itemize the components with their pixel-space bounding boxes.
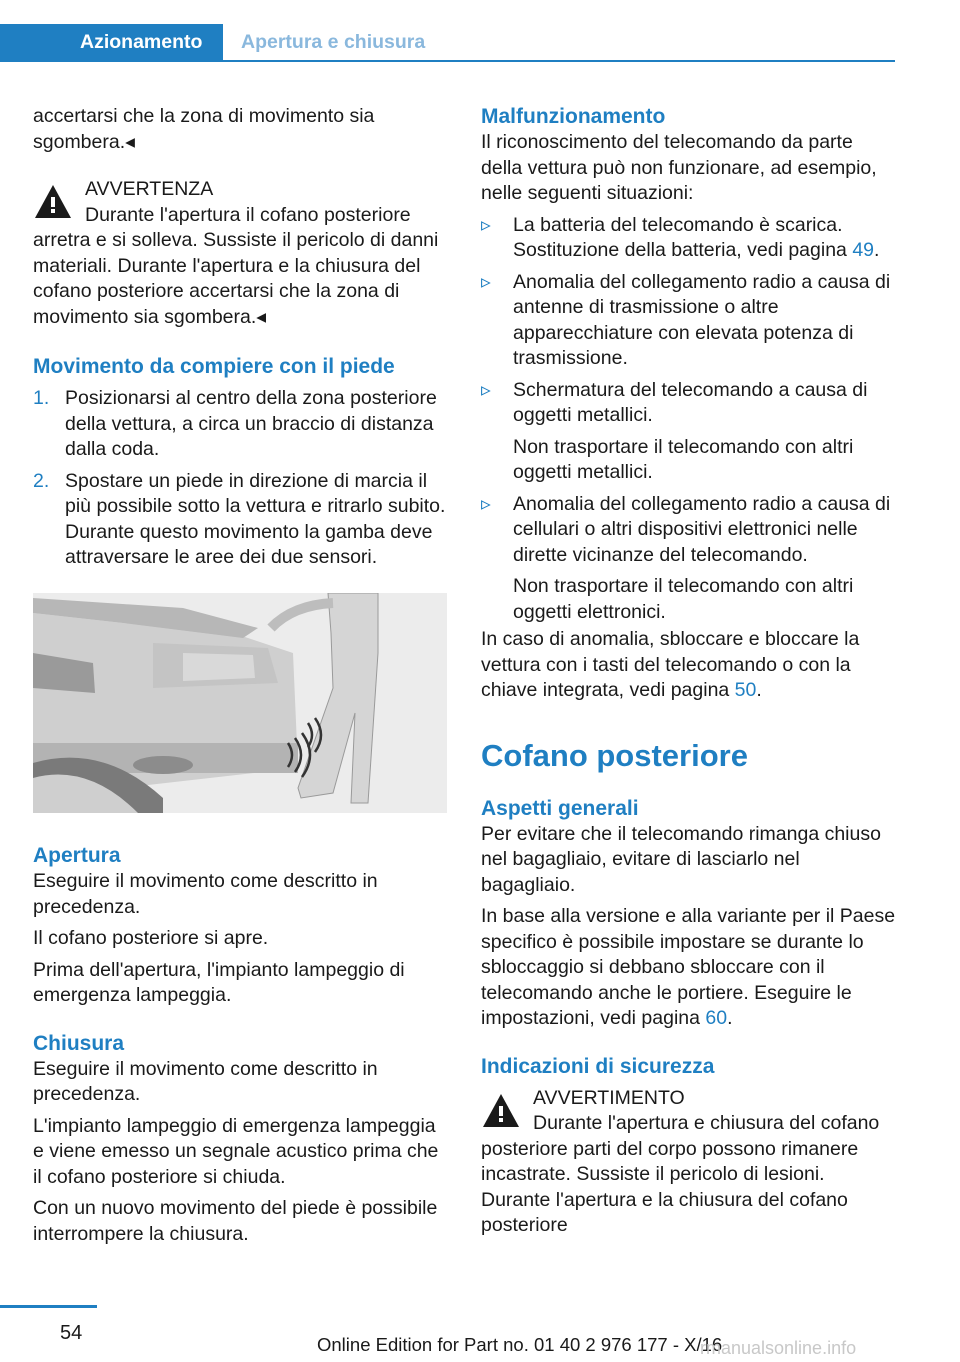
opening-p1: Eseguire il movimento come descritto in precedenza. (33, 870, 378, 918)
step-number: 2. (33, 469, 50, 492)
list-item (33, 386, 447, 463)
warning-box-right (481, 1086, 897, 1239)
bullet-text-end: . (874, 239, 880, 261)
step-list (33, 386, 447, 571)
list-item (481, 270, 897, 372)
malfunction-intro: Il riconoscimento del telecomando da parte della vettura può non funzionare, ad esempio, nelle seguenti situazioni: (481, 131, 877, 204)
warning-title: AVVERTIMENTO (533, 1086, 685, 1109)
bullet-text: Anomalia del collegamento radio a causa di cellulari o altri dispositivi elettronici nelle dirette vicinanze del telecomando. (513, 492, 891, 566)
intro-text: accertarsi che la zona di movimento sia sgombera.◂ (33, 105, 375, 153)
section-title: Cofano posteriore (481, 737, 748, 773)
header-tab-active-label: Azionamento (80, 31, 203, 53)
closing-p2: L'impianto lampeggio di emergenza lampeggia e viene emesso un segnale acustico prima che il cofano posteriore si chiuda. (33, 1114, 439, 1188)
bullet-subtext: Non trasportare il telecomando con altri oggetti metallici. (513, 435, 854, 483)
general-p1: Per evitare che il telecomando rimanga chiuso nel bagagliaio, evitare di lasciarlo nel bagagliaio. (481, 822, 881, 896)
watermark: rmanualsonline.info (700, 1338, 857, 1358)
bullet-marker: ▹ (481, 492, 491, 515)
left-column (33, 104, 447, 571)
edition-text: Online Edition for Part no. 01 40 2 976 177 - X/16 (317, 1334, 723, 1355)
footer-rule (0, 1305, 97, 1308)
bullet-marker: ▹ (481, 378, 491, 401)
closing-heading: Chiusura (33, 1031, 125, 1055)
warning-title: AVVERTENZA (85, 178, 214, 200)
outro-text-end: . (756, 679, 762, 701)
warning-triangle-icon (481, 1092, 521, 1130)
page-number: 54 (60, 1322, 83, 1344)
right-column (481, 104, 897, 1239)
bullet-text: La batteria del telecomando è scarica. Sostituzione della batteria, vedi pagina (513, 213, 853, 261)
warning-box (33, 177, 447, 330)
warning-triangle-icon (33, 183, 73, 221)
bullet-text: Schermatura del telecomando a causa di oggetti metallici. (513, 378, 868, 426)
malfunction-heading: Malfunzionamento (481, 105, 666, 128)
page-link-49[interactable]: 49 (852, 239, 875, 261)
general-p2-text: In base alla versione e alla variante per il Paese specifico è possibile impostare se durante lo sbloccaggio si debbano sbloccare con il telecomando anche le portiere. Eseguire le impostazioni, vedi pagina (481, 905, 896, 1029)
step-number: 1. (33, 387, 50, 409)
left-column-lower (33, 843, 447, 1247)
list-item (481, 213, 897, 264)
step-text: Posizionarsi al centro della zona posteriore della vettura, a circa un braccio di distanza dalla coda. (65, 387, 437, 460)
page-link-60[interactable]: 60 (705, 1007, 728, 1029)
step-text: Spostare un piede in direzione di marcia il più possibile sotto la vettura e ritrarlo subito. Durante questo movimento la gamba deve attraversare le aree dei due sensori. (65, 469, 446, 568)
bullet-subtext: Non trasportare il telecomando con altri oggetti elettronici. (513, 575, 854, 623)
bullet-marker: ▹ (481, 270, 491, 293)
header-rule (223, 60, 895, 62)
bullet-marker: ▹ (481, 213, 491, 236)
foot-gesture-illustration (33, 593, 447, 813)
closing-p1: Eseguire il movimento come descritto in precedenza. (33, 1057, 378, 1105)
header-tab-inactive: Apertura e chiusura (241, 31, 426, 53)
header-tab-active (0, 24, 223, 62)
list-item (481, 378, 897, 486)
opening-heading: Apertura (33, 844, 121, 867)
warning-text: Durante l'apertura il cofano posteriore arretra e si solleva. Sussiste il pericolo di danni materiali. Durante l'apertura e la chiusura del cofano posteriore accertarsi che la zona di movimento sia sgombera.◂ (33, 203, 439, 328)
closing-p3: Con un nuovo movimento del piede è possibile interrompere la chiusura. (33, 1197, 438, 1245)
opening-p2: Il cofano posteriore si apre. (33, 927, 269, 949)
safety-heading: Indicazioni di sicurezza (481, 1054, 715, 1078)
list-item (33, 469, 447, 571)
general-p2-end: . (727, 1007, 733, 1029)
opening-p3: Prima dell'apertura, l'impianto lampeggio di emergenza lampeggia. (33, 958, 405, 1006)
general-heading: Aspetti generali (481, 796, 639, 820)
malfunction-outro (481, 627, 897, 704)
general-p2 (481, 904, 897, 1032)
page-link-50[interactable]: 50 (734, 679, 757, 701)
movement-heading: Movimento da compiere con il piede (33, 355, 395, 378)
list-item (481, 492, 897, 626)
outro-text: In caso di anomalia, sbloccare e bloccare la vettura con i tasti del telecomando o con la chiave integrata, vedi pagina (481, 628, 860, 701)
warning-text: Durante l'apertura e chiusura del cofano posteriore parti del corpo possono rimanere incastrate. Sussiste il pericolo di lesioni. Durante l'apertura e la chiusura del cofano posteriore (481, 1112, 880, 1236)
bullet-text: Anomalia del collegamento radio a causa di antenne di trasmissione o altre apparecchiature con elevata potenza di trasmissione. (513, 270, 891, 369)
